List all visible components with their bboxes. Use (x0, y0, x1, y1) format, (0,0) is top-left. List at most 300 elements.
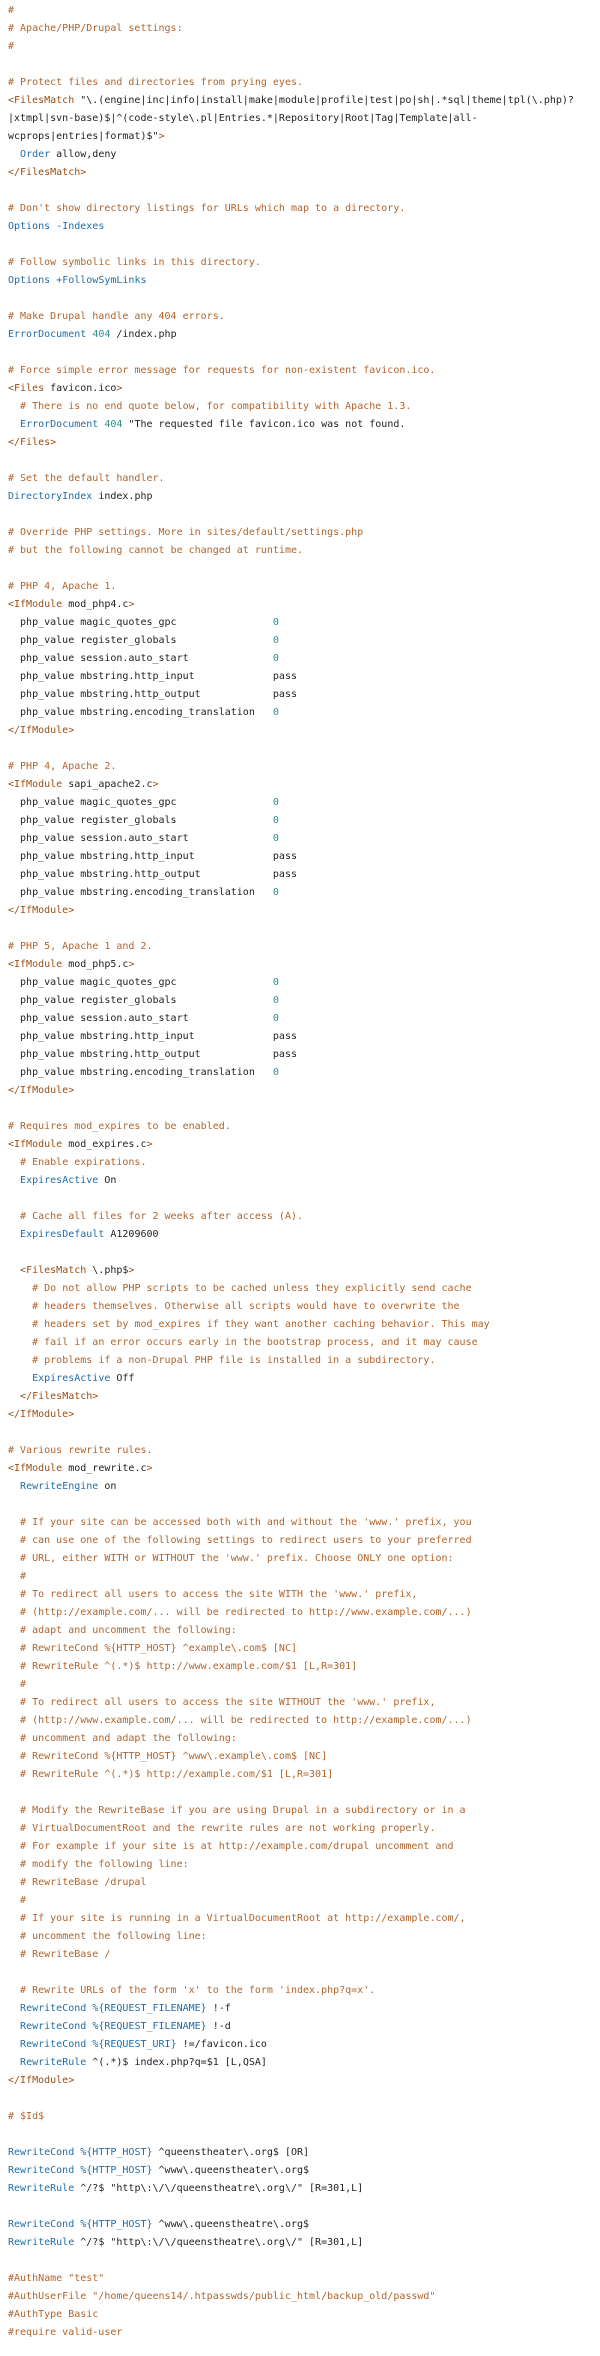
code-line (8, 1190, 600, 1208)
code-token (8, 1697, 20, 1708)
code-token: # RewriteRule ^(.*)$ http://example.com/$1 [L,R=301] (20, 1769, 334, 1780)
code-token: Order (20, 149, 51, 160)
code-token: # can use one of the following settings to redirect users to your preferred (20, 1535, 472, 1546)
code-token: allow,deny (50, 149, 117, 160)
code-line (8, 56, 600, 74)
code-line (8, 74, 600, 92)
code-token: "The requested file favicon.ico was not found. (122, 419, 406, 430)
code-line (8, 596, 600, 614)
code-token: php_value register_globals (8, 635, 273, 646)
code-token: # Make Drupal handle any 404 errors. (8, 311, 225, 322)
code-token: # Protect files and directories from prying eyes. (8, 77, 304, 88)
code-line (8, 1622, 600, 1640)
code-line (8, 650, 600, 668)
code-token (8, 1607, 20, 1618)
code-token (8, 1553, 20, 1564)
code-line (8, 1046, 600, 1064)
code-line (8, 1694, 600, 1712)
code-line (8, 902, 600, 920)
code-token (8, 1661, 20, 1672)
code-line (8, 2252, 600, 2270)
code-token: # (8, 5, 15, 16)
code-line (8, 1820, 600, 1838)
code-line (8, 1946, 600, 1964)
code-line (8, 1784, 600, 1802)
code-token: mod_expires.c (68, 1139, 147, 1150)
code-line (8, 812, 600, 830)
code-line (8, 938, 600, 956)
code-token: php_value magic_quotes_gpc (8, 797, 273, 808)
code-token (8, 1175, 20, 1186)
code-token: # Cache all files for 2 weeks after access (A). (20, 1211, 304, 1222)
code-token (8, 1643, 20, 1654)
code-line (8, 1964, 600, 1982)
code-token: php_value mbstring.http_output pass (8, 1049, 297, 1060)
code-line (8, 2072, 600, 2090)
code-token (8, 1679, 20, 1690)
code-line (8, 2054, 600, 2072)
code-token: php_value session.auto_start (8, 653, 273, 664)
code-line (8, 704, 600, 722)
code-token: # (20, 1571, 27, 1582)
code-token (8, 1841, 20, 1852)
code-token: ExpiresDefault (20, 1229, 105, 1240)
code-token: # RewriteBase /drupal (20, 1877, 147, 1888)
code-token: # If your site is running in a VirtualDocumentRoot at http://example.com/, (20, 1913, 466, 1924)
code-line (8, 1064, 600, 1082)
code-token: # PHP 4, Apache 2. (8, 761, 117, 772)
code-token: <FilesMatch (8, 95, 81, 106)
code-token: 0 (272, 653, 279, 664)
code-token: 404 (92, 329, 111, 340)
code-token (8, 1301, 32, 1312)
code-line (8, 722, 600, 740)
code-line (8, 1388, 600, 1406)
code-line (8, 2198, 600, 2216)
code-token (8, 1823, 20, 1834)
code-token: ^www\.queenstheatre\.org$ (152, 2219, 310, 2230)
code-token: # PHP 5, Apache 1 and 2. (8, 941, 153, 952)
code-token: 0 (272, 833, 279, 844)
code-line (8, 866, 600, 884)
code-line (8, 218, 600, 236)
code-token: # Force simple error message for requests for non-existent favicon.ico. (8, 365, 436, 376)
code-line (8, 344, 600, 362)
code-token: %{REQUEST_FILENAME} (92, 2003, 207, 2014)
code-line (8, 920, 600, 938)
code-token: #AuthType Basic (8, 2309, 99, 2320)
code-token: </IfModule> (8, 905, 75, 916)
code-line (8, 308, 600, 326)
code-token (8, 1157, 20, 1168)
code-token: 0 (272, 995, 279, 1006)
code-line (8, 506, 600, 524)
code-token: %{REQUEST_URI} (92, 2039, 177, 2050)
code-token: on (98, 1481, 117, 1492)
code-token: 0 (272, 887, 279, 898)
code-token: RewriteRule (20, 2057, 87, 2068)
code-line (8, 1550, 600, 1568)
code-token: # Modify the RewriteBase if you are using Drupal in a subdirectory or in a (20, 1805, 466, 1816)
code-line (8, 470, 600, 488)
code-line (8, 794, 600, 812)
code-token: ErrorDocument (8, 329, 87, 340)
code-token (8, 1535, 20, 1546)
code-line (8, 110, 600, 128)
code-token: # Requires mod_expires to be enabled. (8, 1121, 231, 1132)
code-token: # Various rewrite rules. (8, 1445, 153, 1456)
code-token: # (20, 1679, 27, 1690)
code-token: #AuthUserFile "/home/queens14/.htpasswds/public_html/backup_old/passwd" (8, 2291, 436, 2302)
code-line (8, 1010, 600, 1028)
code-line (8, 38, 600, 56)
code-token: mod_php4.c (68, 599, 129, 610)
code-token (8, 1625, 20, 1636)
code-token: # but the following cannot be changed at runtime. (8, 545, 304, 556)
code-token (8, 1877, 20, 1888)
code-token: <IfModule (8, 599, 69, 610)
code-line (8, 2090, 600, 2108)
code-line (8, 740, 600, 758)
code-token: Off (110, 1373, 135, 1384)
code-token (8, 1283, 32, 1294)
code-token: Options (8, 221, 51, 232)
code-line (8, 1100, 600, 1118)
code-token: ^queenstheater\.org$ [OR] (152, 2147, 310, 2158)
code-line (8, 1856, 600, 1874)
code-line (8, 1226, 600, 1244)
code-token: 0 (272, 1067, 279, 1078)
code-token: #require valid-user (8, 2327, 123, 2338)
code-token: > (116, 383, 123, 394)
code-line (8, 1676, 600, 1694)
code-token (8, 1571, 20, 1582)
code-line (8, 416, 600, 434)
code-token: # problems if a non-Drupal PHP file is installed in a subdirectory. (32, 1355, 436, 1366)
code-token: php_value mbstring.encoding_translation (8, 887, 273, 898)
code-token (8, 1859, 20, 1870)
code-token: ^/?$ "http\:\/\/queenstheatre\.org\/" [R=301,L] (74, 2237, 364, 2248)
code-line (8, 1082, 600, 1100)
code-token: <IfModule (8, 779, 69, 790)
code-token (8, 1751, 20, 1762)
code-token: %{HTTP_HOST} (80, 2147, 153, 2158)
code-token: </IfModule> (8, 1085, 75, 1096)
code-line (8, 1154, 600, 1172)
code-line (8, 542, 600, 560)
code-token: ErrorDocument (20, 419, 99, 430)
code-token: ExpiresActive (32, 1373, 111, 1384)
code-line (8, 686, 600, 704)
code-token (8, 149, 20, 160)
code-token: 0 (272, 707, 279, 718)
code-token: php_value mbstring.encoding_translation (8, 1067, 273, 1078)
code-token: # fail if an error occurs early in the bootstrap process, and it may cause (32, 1337, 478, 1348)
code-token: # For example if your site is at http://example.com/drupal uncomment and (20, 1841, 454, 1852)
code-line (8, 2108, 600, 2126)
code-token (8, 2021, 20, 2032)
code-token (8, 1931, 20, 1942)
code-line (8, 182, 600, 200)
code-token (8, 2057, 20, 2068)
code-line (8, 1460, 600, 1478)
code-token: RewriteCond (8, 2165, 75, 2176)
code-line (8, 2288, 600, 2306)
code-token: # $Id$ (8, 2111, 45, 2122)
code-token: php_value magic_quotes_gpc (8, 977, 273, 988)
code-line (8, 1982, 600, 2000)
code-token: > (146, 1463, 153, 1474)
code-line (8, 1586, 600, 1604)
code-token (8, 1715, 20, 1726)
code-token: 0 (272, 815, 279, 826)
code-token: <IfModule (8, 959, 69, 970)
code-token (8, 1733, 20, 1744)
code-token: php_value mbstring.http_input pass (8, 1031, 297, 1042)
code-token: php_value magic_quotes_gpc (8, 617, 273, 628)
code-token: +FollowSymLinks (56, 275, 147, 286)
code-line (8, 1370, 600, 1388)
code-token: wcprops|entries|format)$" (8, 131, 159, 142)
code-token (8, 2039, 20, 2050)
code-token: # (8, 41, 15, 52)
code-token (8, 1337, 32, 1348)
code-token: RewriteCond (8, 2219, 75, 2230)
code-token: %{HTTP_HOST} (80, 2219, 153, 2230)
code-token: # (http://www.example.com/... will be redirected to http://example.com/...) (20, 1715, 472, 1726)
code-token: # (http://example.com/... will be redirected to http://www.example.com/...) (20, 1607, 472, 1618)
code-line (8, 1910, 600, 1928)
code-line (8, 1874, 600, 1892)
code-token: A1209600 (104, 1229, 159, 1240)
code-token: On (98, 1175, 117, 1186)
code-token: !=/favicon.ico (176, 2039, 267, 2050)
code-line (8, 1928, 600, 1946)
code-line (8, 92, 600, 110)
code-token: php_value mbstring.encoding_translation (8, 707, 273, 718)
code-token: RewriteCond (20, 2039, 87, 2050)
code-token: <FilesMatch (20, 1265, 93, 1276)
code-token: # PHP 4, Apache 1. (8, 581, 117, 592)
code-token: # To redirect all users to access the site WITHOUT the 'www.' prefix, (20, 1697, 436, 1708)
code-token (8, 1769, 20, 1780)
code-token: %{REQUEST_FILENAME} (92, 2021, 207, 2032)
code-line (8, 1766, 600, 1784)
code-line (8, 1136, 600, 1154)
code-line (8, 1568, 600, 1586)
code-token: 0 (272, 635, 279, 646)
code-line (8, 2162, 600, 2180)
code-line (8, 2, 600, 20)
code-line (8, 560, 600, 578)
code-line (8, 668, 600, 686)
code-token: |xtmpl|svn-base)$|^(code-style\.pl|Entries.*|Repository|Root|Tag|Template|all- (8, 113, 478, 124)
code-token: php_value mbstring.http_input pass (8, 851, 297, 862)
code-token: DirectoryIndex (8, 491, 93, 502)
code-line (8, 398, 600, 416)
code-token: # RewriteRule ^(.*)$ http://www.example.com/$1 [L,R=301] (20, 1661, 358, 1672)
code-line (8, 1244, 600, 1262)
code-token: RewriteCond (20, 2003, 87, 2014)
code-line (8, 1172, 600, 1190)
code-token: </IfModule> (8, 1409, 75, 1420)
code-line (8, 20, 600, 38)
code-token: /index.php (110, 329, 177, 340)
code-line (8, 1028, 600, 1046)
code-token: 0 (272, 797, 279, 808)
code-token: # Override PHP settings. More in sites/default/settings.php (8, 527, 364, 538)
code-token: # RewriteCond %{HTTP_HOST} ^www\.example\.com$ [NC] (20, 1751, 328, 1762)
code-line (8, 290, 600, 308)
code-token (8, 419, 20, 430)
code-token: php_value session.auto_start (8, 1013, 273, 1024)
code-line (8, 1658, 600, 1676)
code-line (8, 200, 600, 218)
code-token: # URL, either WITH or WITHOUT the 'www.' prefix. Choose ONLY one option: (20, 1553, 454, 1564)
code-token: php_value mbstring.http_output pass (8, 689, 297, 700)
code-token: # (20, 1895, 27, 1906)
code-line (8, 1118, 600, 1136)
code-line (8, 164, 600, 182)
code-line (8, 434, 600, 452)
code-line (8, 1604, 600, 1622)
code-line (8, 488, 600, 506)
code-line (8, 1298, 600, 1316)
code-line (8, 254, 600, 272)
code-token: sapi_apache2.c (68, 779, 153, 790)
code-token: php_value session.auto_start (8, 833, 273, 844)
code-token: # headers themselves. Otherwise all scripts would have to overwrite the (32, 1301, 460, 1312)
code-token (8, 1517, 20, 1528)
code-token (8, 1913, 20, 1924)
code-token: > (128, 599, 135, 610)
code-line (8, 1442, 600, 1460)
code-token: > (158, 131, 165, 142)
code-token: </IfModule> (8, 2075, 75, 2086)
code-token: ^www\.queenstheater\.org$ (152, 2165, 310, 2176)
code-token: RewriteRule (8, 2237, 75, 2248)
code-token: # modify the following line: (20, 1859, 189, 1870)
code-token: # To redirect all users to access the site WITH the 'www.' prefix, (20, 1589, 418, 1600)
code-token (8, 1319, 32, 1330)
code-line (8, 380, 600, 398)
code-line (8, 848, 600, 866)
code-token (8, 1391, 20, 1402)
code-line (8, 2036, 600, 2054)
code-token (8, 1373, 32, 1384)
code-token: Options (8, 275, 51, 286)
code-token: -Indexes (56, 221, 105, 232)
code-line (8, 1712, 600, 1730)
code-line (8, 974, 600, 992)
code-line (8, 1640, 600, 1658)
code-token: # Set the default handler. (8, 473, 165, 484)
code-token: 0 (272, 617, 279, 628)
code-line (8, 1496, 600, 1514)
code-token: !-d (206, 2021, 231, 2032)
code-token: php_value register_globals (8, 995, 273, 1006)
code-token (8, 1229, 20, 1240)
code-token: %{HTTP_HOST} (80, 2165, 153, 2176)
code-line (8, 830, 600, 848)
code-line (8, 2000, 600, 2018)
code-token: > (146, 1139, 153, 1150)
code-line (8, 758, 600, 776)
code-line (8, 2126, 600, 2144)
code-token: # Follow symbolic links in this directory. (8, 257, 261, 268)
code-line (8, 1208, 600, 1226)
code-line (8, 2306, 600, 2324)
code-line (8, 1478, 600, 1496)
code-line (8, 272, 600, 290)
code-token: ^/?$ "http\:\/\/queenstheatre\.org\/" [R=301,L] (74, 2183, 364, 2194)
code-line (8, 2270, 600, 2288)
code-line (8, 2018, 600, 2036)
code-token: "\.(engine|inc|info|install|make|module|profile|test|po|sh|.*sql|theme|tpl(\.php)? (80, 95, 574, 106)
code-token: RewriteRule (8, 2183, 75, 2194)
code-token (8, 2003, 20, 2014)
code-token: !-f (206, 2003, 231, 2014)
code-token: mod_rewrite.c (68, 1463, 147, 1474)
code-line (8, 362, 600, 380)
code-token: <IfModule (8, 1463, 69, 1474)
code-token (8, 1589, 20, 1600)
code-line (8, 2216, 600, 2234)
code-token: php_value mbstring.http_input pass (8, 671, 297, 682)
code-line (8, 1424, 600, 1442)
code-token: # VirtualDocumentRoot and the rewrite rules are not working properly. (20, 1823, 436, 1834)
code-token: mod_php5.c (68, 959, 129, 970)
code-line (8, 326, 600, 344)
code-line (8, 578, 600, 596)
code-line (8, 2324, 600, 2342)
code-line (8, 2144, 600, 2162)
code-line (8, 1802, 600, 1820)
code-line (8, 1892, 600, 1910)
code-line (8, 614, 600, 632)
code-token: > (128, 959, 135, 970)
code-token (8, 1949, 20, 1960)
code-token (8, 1805, 20, 1816)
code-token: php_value mbstring.http_output pass (8, 869, 297, 880)
code-token: # Enable expirations. (20, 1157, 147, 1168)
code-line (8, 236, 600, 254)
code-line (8, 1730, 600, 1748)
code-token: # There is no end quote below, for compatibility with Apache 1.3. (20, 401, 412, 412)
code-token: 404 (104, 419, 123, 430)
code-token: # adapt and uncomment the following: (20, 1625, 237, 1636)
code-token: # Rewrite URLs of the form 'x' to the form 'index.php?q=x'. (20, 1985, 376, 1996)
code-token: <IfModule (8, 1139, 69, 1150)
code-line (8, 2180, 600, 2198)
code-line (8, 632, 600, 650)
code-line (8, 1352, 600, 1370)
code-token (8, 1265, 20, 1276)
code-token: ExpiresActive (20, 1175, 99, 1186)
code-line (8, 992, 600, 1010)
code-token: index.php (92, 491, 153, 502)
code-line (8, 2234, 600, 2252)
code-line (8, 1262, 600, 1280)
code-line (8, 524, 600, 542)
code-token (8, 1895, 20, 1906)
code-token: > (128, 1265, 135, 1276)
code-line (8, 884, 600, 902)
code-token: favicon.ico (50, 383, 117, 394)
code-token: RewriteCond (8, 2147, 75, 2158)
code-token: # Don't show directory listings for URLs which map to a directory. (8, 203, 406, 214)
code-token: \.php$ (92, 1265, 129, 1276)
